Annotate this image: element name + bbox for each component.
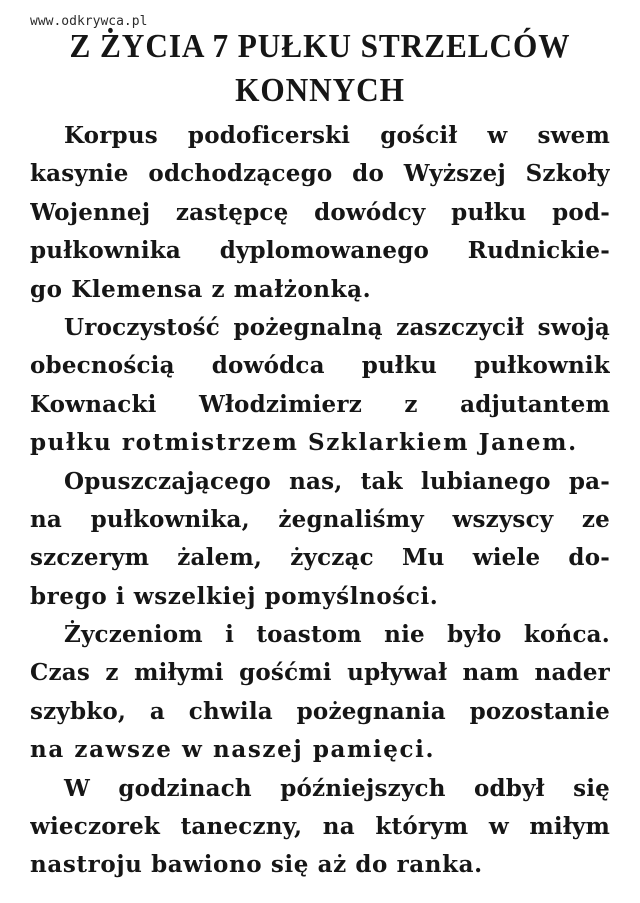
paragraph-2-line-4: pułku rotmistrzem Szklarkiem Janem.	[30, 429, 578, 457]
paragraph-3-line-3: szczerym żalem, życząc Mu wiele do-	[30, 544, 610, 572]
paragraph-4-line-3: szybko, a chwila pożegnania pozostanie	[30, 697, 610, 725]
paragraph-5-line-2: wieczorek taneczny, na którym w miłym	[30, 813, 610, 841]
watermark-text: www.odkrywca.pl	[30, 14, 148, 29]
paragraph-5-line-3: nastroju bawiono się aż do ranka.	[30, 851, 483, 879]
paragraph-2-line-2: obecnością dowódca pułku pułkownik	[30, 352, 610, 380]
paragraph-1-line-3: Wojennej zastępcę dowódcy pułku pod-	[30, 198, 610, 226]
paragraph-1-line-5: go Klemensa z małżonką.	[30, 275, 372, 303]
paragraph-3-line-4: brego i wszelkiej pomyślności.	[30, 582, 439, 610]
paragraph-3-line-2: na pułkownika, żegnaliśmy wszyscy ze	[30, 505, 610, 533]
paragraph-1-line-1: Korpus podoficerski gościł w swem	[64, 122, 610, 149]
headline-line-1: Z ŻYCIA 7 PUŁKU STRZELCÓW	[69, 28, 571, 65]
paragraph-4-line-2: Czas z miłymi gośćmi upływał nam nader	[30, 659, 610, 687]
paragraph-1-line-2: kasynie odchodzącego do Wyższej Szkoły	[30, 160, 610, 188]
headline-line-2: KONNYCH	[235, 72, 405, 109]
paragraph-3-line-1: Opuszczającego nas, tak lubianego pa-	[64, 467, 610, 495]
article-body	[30, 117, 610, 885]
paragraph-2-line-1: Uroczystość pożegnalną zaszczycił swoją	[64, 313, 610, 341]
paragraph-4-line-4: na zawsze w naszej pamięci.	[30, 736, 436, 764]
paragraph-2-line-3: Kownacki Włodzimierz z adjutantem	[30, 390, 610, 418]
paragraph-4-line-1: Życzeniom i toastom nie było końca.	[64, 621, 610, 649]
paragraph-5-line-1: W godzinach późniejszych odbył się	[64, 774, 610, 802]
paragraph-1-line-4: pułkownika dyplomowanego Rudnickie-	[30, 237, 610, 265]
